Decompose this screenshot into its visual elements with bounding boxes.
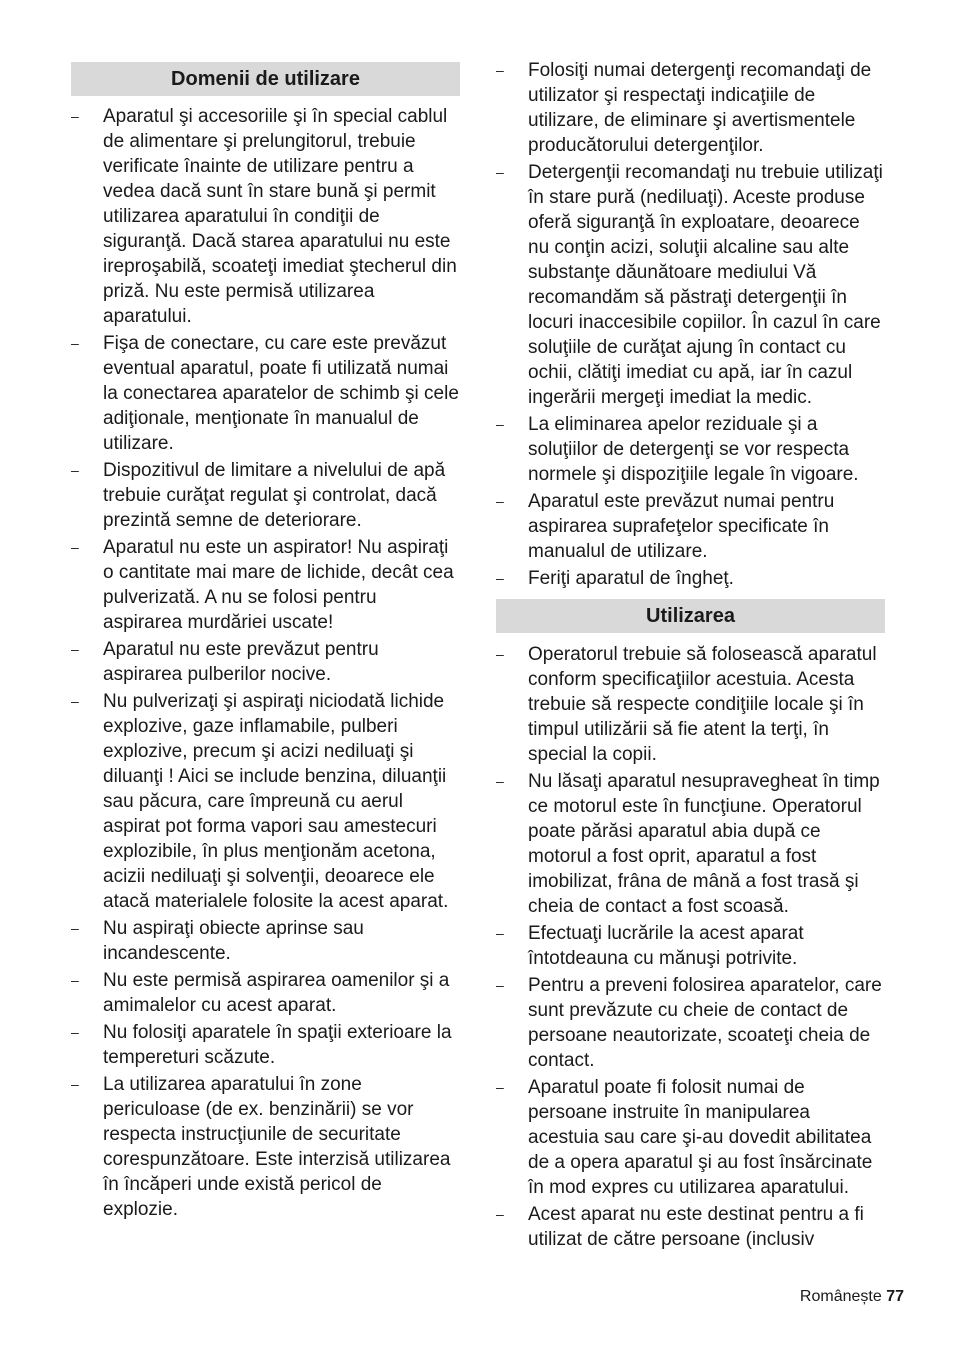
left-column: [71, 62, 460, 1224]
bullet-dash: –: [71, 972, 79, 988]
bullet-dash: –: [496, 1079, 504, 1095]
bullet-dash: –: [71, 108, 79, 124]
list-item: [71, 968, 460, 1018]
bullet-dash: –: [496, 62, 504, 78]
list-item: [71, 535, 460, 635]
bullet-dash: –: [71, 335, 79, 351]
bullet-dash: –: [71, 1076, 79, 1092]
list-item: [71, 1072, 460, 1222]
bullet-dash: –: [496, 493, 504, 509]
list-item: [71, 104, 460, 329]
list-item-text: Dispozitivul de limitare a nivelului de apă trebuie curăţat regulat şi controlat, dacă prezintă semne de deteriorare.: [103, 460, 446, 531]
list-item-text: Nu lăsaţi aparatul nesupravegheat în timp ce motorul este în funcţiune. Operatorul poate părăsi aparatul abia după ce motorul a fost oprit, aparatul a fost imobilizat, frâna de mână a fost trasă şi cheia de contact a fost scoasă.: [528, 771, 880, 917]
bullet-dash: –: [496, 925, 504, 941]
list-item: [71, 916, 460, 966]
bullet-dash: –: [71, 539, 79, 555]
list-item: [71, 458, 460, 533]
list-item: [496, 566, 885, 591]
list-item-text: Aparatul poate fi folosit numai de persoane instruite în manipularea acestuia sau care şi-au dovedit abilitatea de a opera aparatul şi au fost însărcinate în mod expres cu utilizarea aparatului.: [528, 1077, 873, 1198]
list-item-text: Nu este permisă aspirarea oamenilor şi a amimalelor cu acest aparat.: [103, 970, 450, 1016]
list-item: [496, 489, 885, 564]
bullet-dash: –: [71, 920, 79, 936]
list-item-text: Operatorul trebuie să folosească aparatul conform specificaţiilor acestuia. Acesta trebuie să respecte condiţiile locale şi în timpul utilizării să fie atent la terţi, în special la copii.: [528, 644, 877, 765]
list-item: [496, 921, 885, 971]
list-item-text: Pentru a preveni folosirea aparatelor, care sunt prevăzute cu cheie de contact de persoane neautorizate, scoateţi cheia de contact.: [528, 975, 882, 1071]
list-item-text: La eliminarea apelor reziduale şi a soluţiilor de detergenţi se vor respecta normele şi dispoziţiile legale în vigoare.: [528, 414, 859, 485]
bullet-dash: –: [71, 462, 79, 478]
right-item-list-bottom: [496, 642, 885, 1252]
list-item-text: Aparatul nu este un aspirator! Nu aspiraţi o cantitate mai mare de lichide, decât cea pulverizată. A nu se folosi pentru aspirarea murdăriei uscate!: [103, 537, 454, 633]
list-item: [71, 1020, 460, 1070]
bullet-dash: –: [71, 641, 79, 657]
page-number: 77: [886, 1288, 904, 1305]
list-item-text: Efectuaţi lucrările la acest aparat întotdeauna cu mănuşi potrivite.: [528, 923, 804, 969]
list-item-text: Feriţi aparatul de îngheţ.: [528, 568, 734, 589]
list-item-text: Acest aparat nu este destinat pentru a fi utilizat de către persoane (inclusiv: [528, 1204, 864, 1250]
list-item: [71, 689, 460, 914]
list-item: [496, 160, 885, 410]
list-item: [71, 637, 460, 687]
list-item: [496, 1202, 885, 1252]
bullet-dash: –: [496, 570, 504, 586]
list-item: [496, 412, 885, 487]
list-item-text: Nu aspiraţi obiecte aprinse sau incandescente.: [103, 918, 364, 964]
list-item-text: Detergenţii recomandaţi nu trebuie utilizaţi în stare pură (nediluaţi). Aceste produse oferă siguranţă în exploatare, deoarece nu conţin acizi, soluţii alcaline sau alte substanţe dăunătoare mediului Vă recomandăm să păstraţi detergenţii în locuri inaccesibile copiilor. În cazul în care soluţiile de curăţat ajung în contact cu ochii, clătiţi imediat cu apă, iar în cazul ingerării mergeţi imediat la medic.: [528, 162, 883, 408]
list-item: [496, 769, 885, 919]
bullet-dash: –: [496, 164, 504, 180]
bullet-dash: –: [496, 977, 504, 993]
list-item-text: Aparatul este prevăzut numai pentru aspirarea suprafeţelor specificate în manualul de utilizare.: [528, 491, 835, 562]
page-footer: [800, 1288, 904, 1306]
section-header-domenii: Domenii de utilizare: [71, 62, 460, 96]
bullet-dash: –: [71, 1024, 79, 1040]
list-item-text: Nu pulverizaţi şi aspiraţi niciodată lichide explozive, gaze inflamabile, pulberi explozive, precum şi acizi nediluaţi şi diluanţi ! Aici se include benzina, diluanţii sau păcura, care împreună cu aerul aspirat pot forma vapori sau amestecuri explozibile, în plus menţionăm acetona, acizii nediluaţi şi solvenţii, deoarece ele atacă materialele folosite la acest aparat.: [103, 691, 449, 912]
list-item-text: Aparatul şi accesoriile şi în special cablul de alimentare şi prelungitorul, trebuie verificate înainte de utilizare pentru a vedea dacă sunt în stare bună şi permit utilizarea aparatului în condiţii de siguranţă. Dacă starea aparatului nu este ireproşabilă, scoateţi imediat ştecherul din priză. Nu este permisă utilizarea aparatului.: [103, 106, 457, 327]
list-item: [496, 642, 885, 767]
footer-language: Românește: [799, 1288, 882, 1305]
right-item-list-top: [496, 58, 885, 591]
list-item-text: Aparatul nu este prevăzut pentru aspirarea pulberilor nocive.: [103, 639, 379, 685]
section-header-utilizarea: Utilizarea: [496, 599, 885, 633]
bullet-dash: –: [496, 773, 504, 789]
bullet-dash: –: [496, 646, 504, 662]
bullet-dash: –: [496, 1206, 504, 1222]
list-item-text: Fişa de conectare, cu care este prevăzut eventual aparatul, poate fi utilizată numai la conectarea aparatelor de schimb şi cele adiţionale, menţionate în manualul de utilizare.: [103, 333, 459, 454]
list-item-text: Nu folosiţi aparatele în spaţii exterioare la tempereturi scăzute.: [103, 1022, 452, 1068]
list-item: [496, 1075, 885, 1200]
bullet-dash: –: [496, 416, 504, 432]
bullet-dash: –: [71, 693, 79, 709]
left-item-list: [71, 104, 460, 1222]
list-item-text: La utilizarea aparatului în zone periculoase (de ex. benzinării) se vor respecta instrucţiunile de securitate corespunzătoare. Este interzisă utilizarea în încăperi unde există pericol de explozie.: [103, 1074, 451, 1220]
list-item-text: Folosiţi numai detergenţi recomandaţi de utilizator şi respectaţi indicaţiile de utilizare, de eliminare şi avertismentele producătorului detergenţilor.: [528, 60, 872, 156]
list-item: [71, 331, 460, 456]
list-item: [496, 58, 885, 158]
right-column: [496, 58, 885, 1254]
list-item: [496, 973, 885, 1073]
